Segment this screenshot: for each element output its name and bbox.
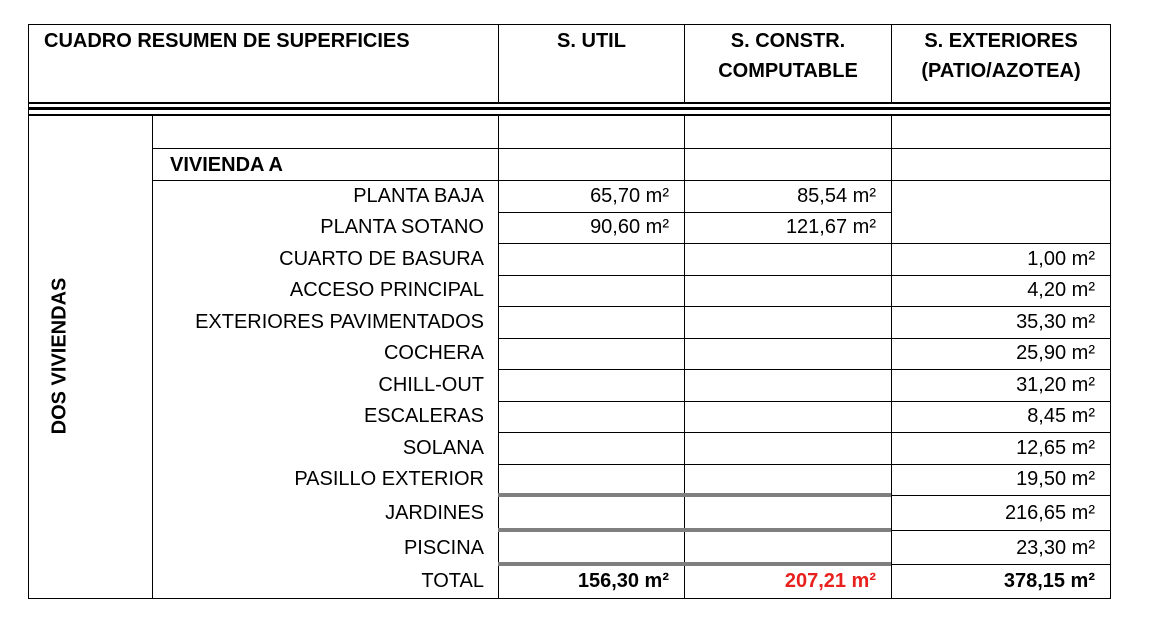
ext-value: 4,20 m² xyxy=(1027,279,1095,301)
constr-value: 85,54 m² xyxy=(797,185,876,207)
row-label: PISCINA xyxy=(403,537,484,559)
section-title-vivienda-a: VIVIENDA A xyxy=(170,154,283,176)
header-divider-2 xyxy=(684,24,685,103)
row-label: ESCALERAS xyxy=(363,405,484,427)
ext-value: 12,65 m² xyxy=(1016,437,1095,459)
util-value xyxy=(499,433,669,464)
header-divider-3 xyxy=(891,24,892,103)
constr-value xyxy=(685,498,876,529)
ext-value: 23,30 m² xyxy=(1016,537,1095,559)
header-separator-line-3 xyxy=(28,114,1111,116)
col-header-ext-line2: (PATIO/AZOTEA) xyxy=(921,60,1081,82)
table-bottom-border xyxy=(28,598,1111,599)
ext-value xyxy=(892,181,1095,212)
constr-value xyxy=(685,401,876,432)
col-header-constr-line2: COMPUTABLE xyxy=(718,60,858,82)
row-label: CHILL-OUT xyxy=(378,374,484,396)
constr-value xyxy=(685,433,876,464)
util-value xyxy=(499,370,669,401)
constr-value xyxy=(685,533,876,564)
header-separator-line-2 xyxy=(28,107,1111,110)
table-title: CUADRO RESUMEN DE SUPERFICIES xyxy=(44,30,410,52)
row-label: JARDINES xyxy=(385,502,484,524)
table-right-border xyxy=(1110,24,1111,599)
row-label: PLANTA BAJA xyxy=(353,185,484,207)
row-label: COCHERA xyxy=(383,342,484,364)
total-ext-value: 378,15 m² xyxy=(1003,570,1095,592)
group-label-dos-viviendas: DOS VIVIENDAS xyxy=(48,277,71,435)
row-label: SOLANA xyxy=(402,437,484,459)
row-line xyxy=(152,148,1111,149)
row-line xyxy=(891,495,1111,496)
col-header-ext-line1: S. EXTERIORES xyxy=(924,30,1078,52)
table-left-border xyxy=(28,24,29,599)
constr-value: 121,67 m² xyxy=(785,216,876,238)
header-divider-1 xyxy=(498,24,499,103)
util-value xyxy=(499,307,669,338)
total-util-value: 156,30 m² xyxy=(577,570,669,592)
header-separator-line-1 xyxy=(28,102,1111,104)
total-label: TOTAL xyxy=(421,570,484,592)
col-header-constr-line1: S. CONSTR. xyxy=(730,30,846,52)
constr-value xyxy=(685,275,876,306)
util-value: 90,60 m² xyxy=(590,216,669,238)
row-label: PASILLO EXTERIOR xyxy=(294,468,484,490)
util-value xyxy=(499,498,669,529)
header-top-border xyxy=(28,24,1111,25)
ext-value xyxy=(892,212,1095,243)
col-header-util: S. UTIL xyxy=(557,30,626,52)
row-label: EXTERIORES PAVIMENTADOS xyxy=(195,311,484,333)
util-value xyxy=(499,244,669,275)
total-constr-value: 207,21 m² xyxy=(784,570,876,592)
constr-value xyxy=(685,244,876,275)
util-value xyxy=(499,401,669,432)
row-label: ACCESO PRINCIPAL xyxy=(289,279,484,301)
ext-value: 8,45 m² xyxy=(1027,405,1095,427)
ext-value: 31,20 m² xyxy=(1016,374,1095,396)
util-value xyxy=(499,338,669,369)
constr-value xyxy=(685,464,876,495)
row-label: CUARTO DE BASURA xyxy=(279,248,484,270)
ext-value: 35,30 m² xyxy=(1016,311,1095,333)
ext-value: 216,65 m² xyxy=(1004,502,1095,524)
ext-value: 1,00 m² xyxy=(1027,248,1095,270)
constr-value xyxy=(685,370,876,401)
util-value xyxy=(499,275,669,306)
util-value: 65,70 m² xyxy=(590,185,669,207)
row-label: PLANTA SOTANO xyxy=(320,216,484,238)
ext-value: 19,50 m² xyxy=(1016,468,1095,490)
constr-value xyxy=(685,338,876,369)
row-line xyxy=(891,564,1111,565)
constr-value xyxy=(685,307,876,338)
util-value xyxy=(499,464,669,495)
row-line xyxy=(891,530,1111,531)
util-value xyxy=(499,533,669,564)
ext-value: 25,90 m² xyxy=(1016,342,1095,364)
